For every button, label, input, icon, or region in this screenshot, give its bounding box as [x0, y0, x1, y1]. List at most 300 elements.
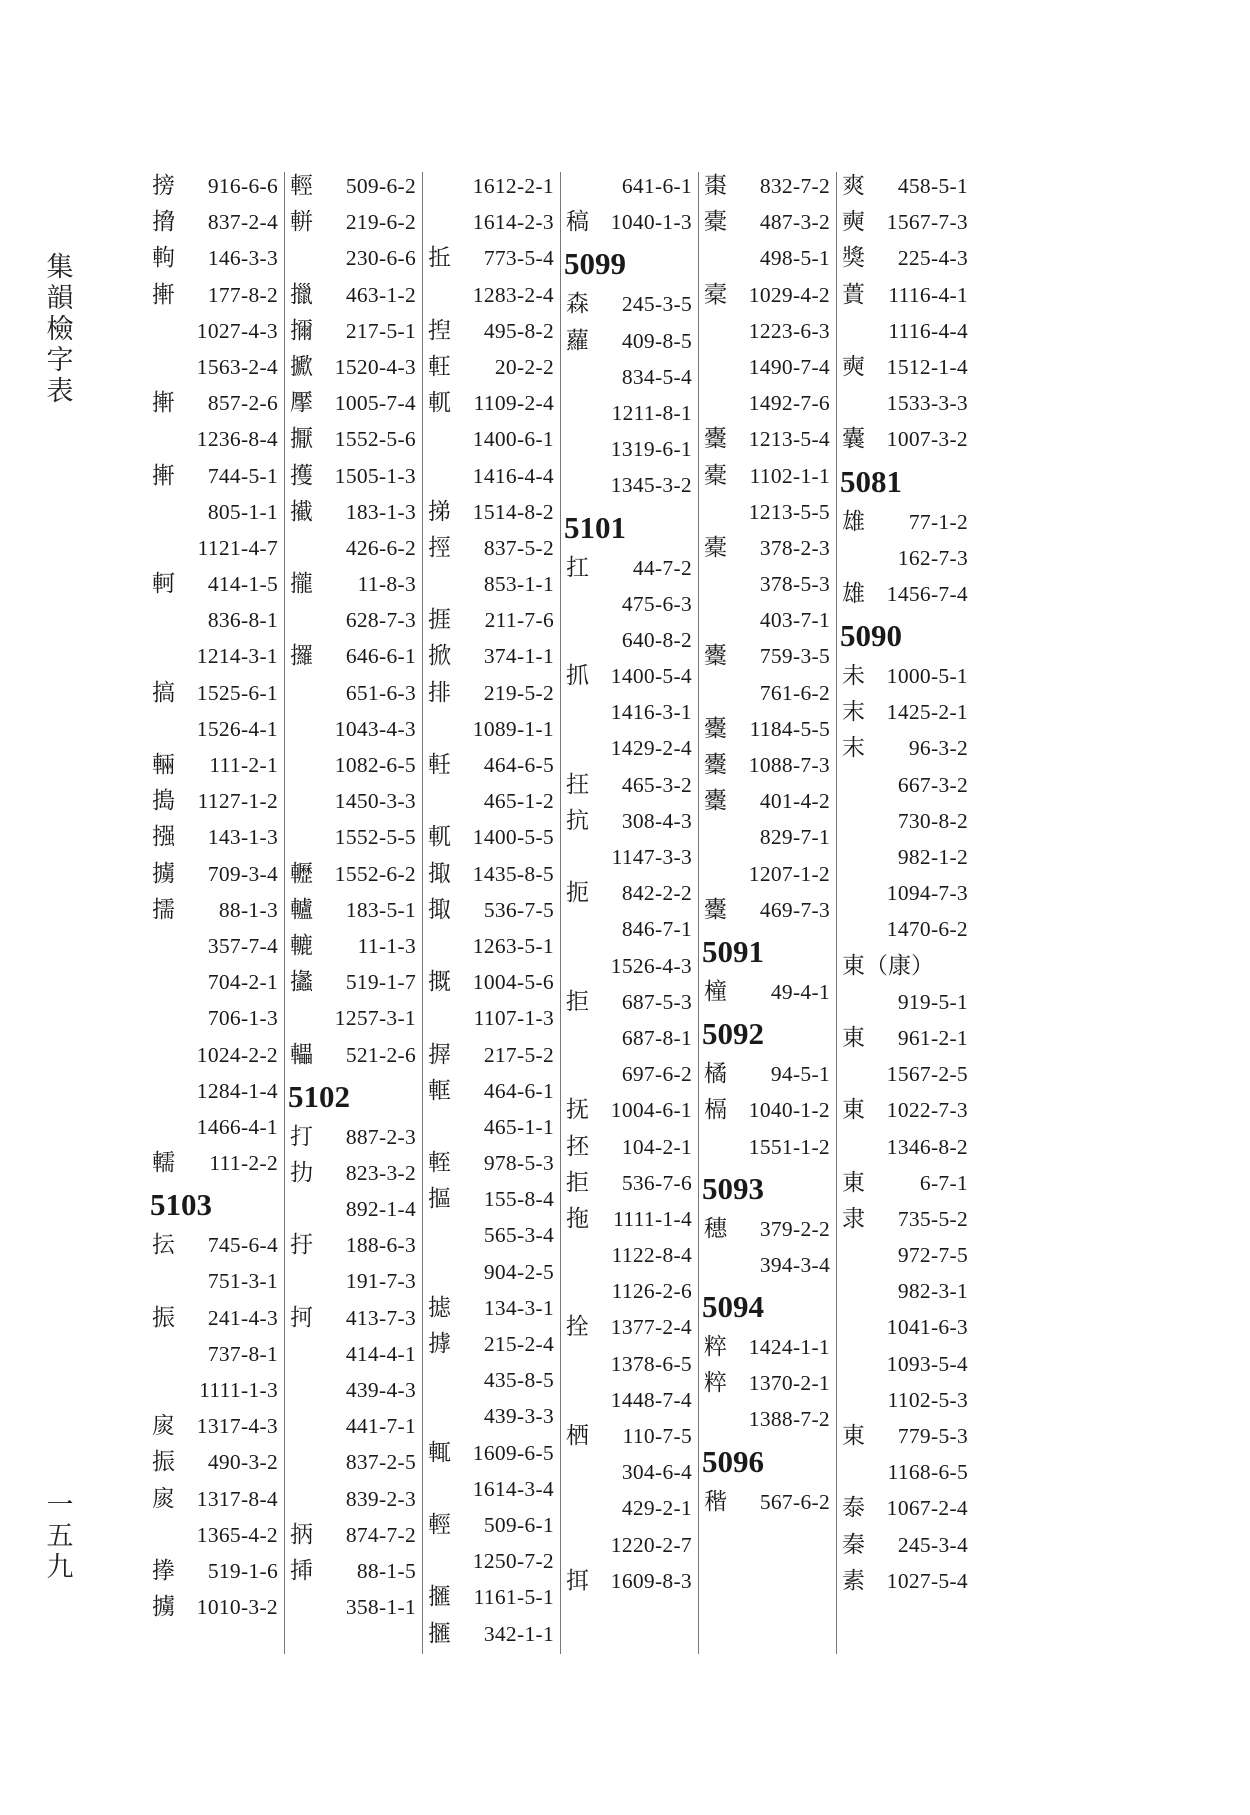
entry-character: 搗 [152, 788, 175, 815]
entry-character: 搒 [152, 173, 175, 199]
page-reference: 414-1-5 [207, 572, 278, 597]
page-reference: 1088-7-3 [748, 753, 830, 777]
page-reference: 110-7-5 [622, 1424, 692, 1448]
entry-character: 拖 [566, 1205, 589, 1232]
index-entry [838, 803, 974, 839]
entry-character: 軏 [428, 390, 451, 417]
index-entry [286, 1155, 422, 1191]
entry-character: 攏 [290, 571, 313, 598]
section-heading [700, 928, 836, 974]
page-reference: 1526-4-3 [610, 953, 692, 978]
index-entry [286, 566, 422, 602]
index-entry [148, 168, 284, 204]
page-reference: 1029-4-2 [748, 282, 830, 307]
page-reference: 374-1-1 [483, 644, 554, 669]
page-reference: 1116-4-4 [888, 318, 968, 343]
index-entry [562, 286, 698, 322]
page-reference: 464-6-5 [483, 753, 554, 777]
index-entry [562, 694, 698, 730]
page-number [42, 1490, 78, 1583]
index-entry [148, 1000, 284, 1036]
section-heading [700, 1165, 836, 1211]
index-entry [148, 1481, 284, 1517]
index-entry [700, 385, 836, 421]
entry-character: 扛 [566, 554, 589, 581]
section-heading [838, 458, 974, 504]
entry-character: 棗 [704, 173, 727, 199]
page-reference: 1213-5-4 [748, 427, 830, 452]
entry-character: 拒 [566, 1169, 589, 1196]
page-reference: 892-1-4 [345, 1197, 416, 1222]
page-reference: 465-1-1 [483, 1114, 554, 1139]
index-entry [838, 277, 974, 313]
index-entry [700, 974, 836, 1010]
index-entry [700, 277, 836, 313]
page-reference: 1416-3-1 [610, 700, 692, 725]
index-entry [148, 928, 284, 964]
index-entry [286, 1300, 422, 1336]
index-entry [148, 783, 284, 819]
page-reference: 441-7-1 [345, 1414, 416, 1439]
page-reference: 1563-2-4 [196, 354, 278, 379]
entry-character: 抎 [152, 1232, 175, 1259]
index-entry [424, 1290, 560, 1326]
page-reference: 1040-1-2 [748, 1098, 830, 1123]
entry-character: 槖 [704, 281, 727, 308]
page-reference: 1525-6-1 [196, 680, 278, 705]
entry-character: 擓 [428, 1620, 451, 1647]
index-entry [562, 1527, 698, 1563]
entry-character: 軖 [428, 353, 451, 380]
page-reference: 1551-1-2 [748, 1134, 830, 1159]
page-reference: 465-3-2 [621, 772, 692, 797]
entry-character: 摾 [152, 824, 175, 851]
index-entry [286, 1119, 422, 1155]
index-entry [286, 1037, 422, 1073]
page-reference: 1093-5-4 [886, 1351, 968, 1376]
page-reference: 464-6-1 [483, 1078, 554, 1103]
index-entry [838, 385, 974, 421]
index-entry [838, 1056, 974, 1092]
page-reference: 304-6-4 [621, 1460, 692, 1485]
entry-character: 東 [842, 1169, 865, 1196]
page-reference: 1236-8-4 [196, 427, 278, 452]
index-entry [286, 1263, 422, 1299]
index-entry [562, 622, 698, 658]
page-reference: 640-8-2 [621, 627, 692, 652]
index-entry [148, 1037, 284, 1073]
page-reference: 6-7-1 [919, 1170, 968, 1195]
page-reference: 88-1-5 [356, 1558, 416, 1583]
index-entry [424, 240, 560, 276]
index-entry [148, 313, 284, 349]
index-entry [562, 1346, 698, 1382]
entry-character: 泰 [842, 1495, 865, 1522]
entry-character: 挕 [566, 1567, 589, 1594]
index-entry [286, 168, 422, 204]
entry-character: 雄 [842, 580, 865, 607]
index-entry [424, 1398, 560, 1434]
page-reference: 1317-4-3 [196, 1414, 278, 1439]
index-entry [424, 168, 560, 204]
page-reference: 458-5-1 [897, 174, 968, 198]
index-entry [838, 767, 974, 803]
index-entry [286, 1408, 422, 1444]
entry-character: 搟 [152, 390, 175, 417]
page-reference: 759-3-5 [759, 644, 830, 669]
page-reference: 1207-1-2 [748, 861, 830, 886]
entry-character: 雄 [842, 508, 865, 535]
index-entry [700, 638, 836, 674]
entry-character: 攞 [290, 643, 313, 670]
index-entry [286, 421, 422, 457]
entry-character: 抂 [566, 771, 589, 798]
entry-character: 櫜 [704, 752, 727, 778]
page-reference: 745-6-4 [207, 1233, 278, 1258]
page-reference: 88-1-3 [218, 897, 278, 922]
page-reference: 1526-4-1 [196, 716, 278, 741]
index-entry [562, 730, 698, 766]
index-entry [286, 783, 422, 819]
index-entry [148, 1073, 284, 1109]
entry-character: 轠 [290, 1041, 313, 1068]
index-entry [424, 602, 560, 638]
entry-character: 擮 [290, 498, 313, 525]
index-entry [562, 586, 698, 622]
index-entry [838, 1129, 974, 1165]
index-entry [148, 964, 284, 1000]
entry-character: 抚 [566, 1097, 589, 1124]
page-reference: 1614-3-4 [472, 1476, 554, 1501]
page-reference: 519-1-7 [345, 970, 416, 995]
page-reference: 487-3-2 [759, 210, 830, 235]
index-entry [148, 1263, 284, 1299]
page-reference: 49-4-1 [770, 979, 830, 1004]
running-title-char: 韻 [46, 283, 74, 314]
index-entry [700, 530, 836, 566]
page-reference: 737-8-1 [207, 1341, 278, 1366]
index-entry [562, 1490, 698, 1526]
page-reference: 1317-8-4 [196, 1486, 278, 1511]
entry-character: 秦 [842, 1531, 865, 1558]
column-divider [836, 172, 837, 1654]
page-reference: 1004-6-1 [610, 1098, 692, 1123]
page-reference: 435-8-5 [483, 1368, 554, 1393]
entry-character: 扊 [152, 1485, 175, 1512]
index-entry [424, 494, 560, 530]
page-reference: 1552-6-2 [334, 861, 416, 886]
section-number: 5092 [702, 1016, 764, 1052]
index-entry [700, 602, 836, 638]
index-entry [562, 658, 698, 694]
index-entry [562, 395, 698, 431]
page-reference: 245-3-4 [897, 1532, 968, 1557]
section-number: 5102 [288, 1078, 350, 1114]
page-reference: 1161-5-1 [473, 1585, 554, 1610]
index-entry [838, 1237, 974, 1273]
page-reference: 426-6-2 [345, 535, 416, 560]
index-column [424, 168, 560, 1658]
entry-character: 東 [842, 1097, 865, 1124]
index-entry [424, 421, 560, 457]
entry-character: 東 [842, 1423, 865, 1449]
index-entry [148, 277, 284, 313]
entry-character: 振 [152, 1304, 175, 1331]
index-entry [562, 767, 698, 803]
entry-character: 櫜 [704, 715, 727, 742]
index-entry [286, 711, 422, 747]
page-reference: 1470-6-2 [886, 917, 968, 942]
index-entry [562, 550, 698, 586]
index-entry [424, 1217, 560, 1253]
index-entry [700, 1211, 836, 1247]
column-divider [284, 172, 285, 1654]
index-entry [286, 1553, 422, 1589]
column-divider [422, 172, 423, 1654]
page-reference: 413-7-3 [345, 1305, 416, 1330]
index-entry [148, 385, 284, 421]
entry-character: 擄 [152, 1594, 175, 1621]
index-entry [700, 494, 836, 530]
page-reference: 667-3-2 [897, 772, 968, 797]
page-reference: 183-1-3 [345, 499, 416, 524]
entry-character: 摢 [428, 1331, 451, 1357]
index-entry [562, 1454, 698, 1490]
page-reference: 44-7-2 [632, 555, 692, 580]
page-reference: 1490-7-4 [748, 354, 830, 379]
entry-character: 擄 [152, 860, 175, 887]
index-entry [286, 1481, 422, 1517]
index-entry [424, 1254, 560, 1290]
page-reference: 836-8-1 [207, 608, 278, 633]
page-reference: 1040-1-3 [610, 210, 692, 235]
page-reference: 805-1-1 [207, 499, 278, 524]
index-column [562, 168, 698, 1658]
index-entry [148, 675, 284, 711]
index-entry [562, 1237, 698, 1273]
page-reference: 409-8-5 [621, 328, 692, 353]
entry-character: 捱 [428, 607, 451, 634]
page-reference: 1007-3-2 [886, 427, 968, 452]
page-reference: 1005-7-4 [334, 391, 416, 416]
page-reference: 1400-6-1 [472, 427, 554, 452]
index-entry [562, 1165, 698, 1201]
page-reference: 1220-2-7 [610, 1532, 692, 1557]
page-reference: 1370-2-1 [748, 1371, 830, 1396]
page-reference: 394-3-4 [759, 1252, 830, 1277]
section-heading [562, 504, 698, 550]
index-entry [286, 964, 422, 1000]
page-reference: 837-5-2 [483, 535, 554, 560]
page-reference: 1082-6-5 [334, 753, 416, 777]
entry-character: 搟 [152, 281, 175, 308]
index-entry [562, 1563, 698, 1599]
page-reference: 1520-4-3 [334, 354, 416, 379]
page-reference: 241-4-3 [207, 1305, 278, 1330]
index-entry [838, 911, 974, 947]
index-entry [562, 948, 698, 984]
page-reference: 378-5-3 [759, 572, 830, 597]
entry-character: 蘿 [566, 327, 589, 354]
index-entry [562, 803, 698, 839]
index-entry [424, 819, 560, 855]
index-entry [562, 204, 698, 240]
index-entry [424, 566, 560, 602]
page-reference: 887-2-3 [345, 1124, 416, 1149]
entry-character: 軏 [428, 824, 451, 851]
index-entry [562, 1309, 698, 1345]
page-reference: 1000-5-1 [886, 664, 968, 689]
index-entry [286, 530, 422, 566]
index-entry [700, 240, 836, 276]
section-heading [838, 612, 974, 658]
page-reference: 704-2-1 [207, 970, 278, 995]
page-reference: 465-1-2 [483, 789, 554, 814]
entry-character: 隶 [842, 1205, 865, 1232]
index-entry [424, 277, 560, 313]
index-entry [700, 1129, 836, 1165]
section-number: 5091 [702, 933, 764, 969]
page-reference: 565-3-4 [483, 1223, 554, 1248]
index-entry [148, 566, 284, 602]
index-entry [700, 711, 836, 747]
page-reference: 1466-4-1 [196, 1114, 278, 1139]
page-reference: 1567-2-5 [886, 1062, 968, 1087]
entry-character: 槅 [704, 1097, 727, 1124]
page-reference: 536-7-5 [483, 897, 554, 922]
index-entry [148, 1145, 284, 1181]
index-entry [562, 875, 698, 911]
index-entry [286, 856, 422, 892]
index-entry [562, 839, 698, 875]
index-entry [148, 747, 284, 783]
entry-character: 扐 [290, 1159, 313, 1186]
entry-character: 稭 [704, 1488, 727, 1515]
index-entry [838, 1201, 974, 1237]
index-entry [148, 1589, 284, 1625]
page-reference: 11-8-3 [357, 572, 416, 597]
entry-character: 排 [428, 679, 451, 706]
index-entry [838, 240, 974, 276]
entry-character: 轜 [152, 1150, 175, 1177]
index-entry [838, 948, 974, 984]
index-entry [424, 349, 560, 385]
entry-character: 軿 [290, 209, 313, 236]
running-title-char: 表 [46, 376, 74, 407]
index-entry [838, 875, 974, 911]
entry-character: 蕢 [842, 281, 865, 308]
index-entry [562, 467, 698, 503]
index-entry [700, 856, 836, 892]
page-reference: 1377-2-4 [610, 1315, 692, 1340]
page-reference: 245-3-5 [621, 292, 692, 317]
section-number: 5081 [840, 463, 902, 499]
entry-character: 振 [152, 1449, 175, 1476]
index-entry [286, 204, 422, 240]
page-reference: 1089-1-1 [472, 716, 554, 741]
character-index-table [148, 168, 1098, 1658]
index-entry [148, 1517, 284, 1553]
page-reference: 230-6-6 [345, 246, 416, 271]
page-reference: 439-4-3 [345, 1378, 416, 1402]
entry-character: 奭 [842, 353, 865, 380]
page-reference: 1127-1-2 [197, 789, 278, 814]
index-entry [700, 1365, 836, 1401]
index-entry [838, 1490, 974, 1526]
page-reference: 1346-8-2 [886, 1134, 968, 1159]
index-entry [424, 675, 560, 711]
entry-character: 搼 [152, 1557, 175, 1584]
index-entry [700, 675, 836, 711]
index-entry [148, 530, 284, 566]
page-reference: 1429-2-4 [610, 736, 692, 761]
page-reference: 1111-1-3 [199, 1378, 278, 1402]
page-reference: 1147-3-3 [611, 845, 692, 869]
entry-character: 拞 [428, 245, 451, 272]
index-entry [838, 1273, 974, 1309]
entry-character: 櫜 [704, 788, 727, 815]
index-entry [148, 638, 284, 674]
page-reference: 463-1-2 [345, 282, 416, 307]
index-entry [286, 385, 422, 421]
page-reference: 1211-8-1 [611, 400, 692, 425]
page-reference: 1435-8-5 [472, 861, 554, 886]
index-entry [838, 1382, 974, 1418]
page-reference: 1257-3-1 [334, 1006, 416, 1031]
page-reference: 916-6-6 [207, 174, 278, 198]
page-reference: 519-1-6 [207, 1558, 278, 1583]
index-column [148, 168, 284, 1658]
index-entry [424, 1435, 560, 1471]
index-entry [562, 911, 698, 947]
page-reference: 832-7-2 [759, 174, 830, 198]
index-entry [148, 204, 284, 240]
page-number-digit: 九 [46, 1552, 74, 1583]
page-reference: 1102-1-1 [749, 463, 830, 488]
entry-character: 搱 [428, 1041, 451, 1068]
entry-character: 擸 [290, 281, 313, 308]
section-heading [562, 240, 698, 286]
index-entry [424, 1000, 560, 1036]
entry-character: 扼 [566, 880, 589, 907]
page-reference: 1010-3-2 [196, 1595, 278, 1620]
index-entry [424, 1326, 560, 1362]
entry-character: 擫 [290, 426, 313, 453]
entry-character: 擭 [290, 462, 313, 489]
page-reference: 1109-2-4 [473, 391, 554, 416]
page-reference: 761-6-2 [759, 680, 830, 705]
index-entry [148, 819, 284, 855]
entry-character: 栖 [566, 1423, 589, 1449]
index-entry [562, 1201, 698, 1237]
page-reference: 401-4-2 [759, 789, 830, 814]
page-reference: 837-2-5 [345, 1450, 416, 1475]
index-entry [562, 1382, 698, 1418]
index-entry [424, 783, 560, 819]
index-entry [838, 168, 974, 204]
index-entry [424, 747, 560, 783]
index-entry [838, 421, 974, 457]
index-entry [286, 1336, 422, 1372]
page-reference: 1263-5-1 [472, 933, 554, 958]
index-entry [700, 421, 836, 457]
page-reference: 495-8-2 [483, 318, 554, 343]
index-entry [286, 1227, 422, 1263]
entry-character: 打 [290, 1123, 313, 1150]
index-column [286, 168, 422, 1658]
section-heading [700, 1010, 836, 1056]
section-number: 5094 [702, 1289, 764, 1325]
